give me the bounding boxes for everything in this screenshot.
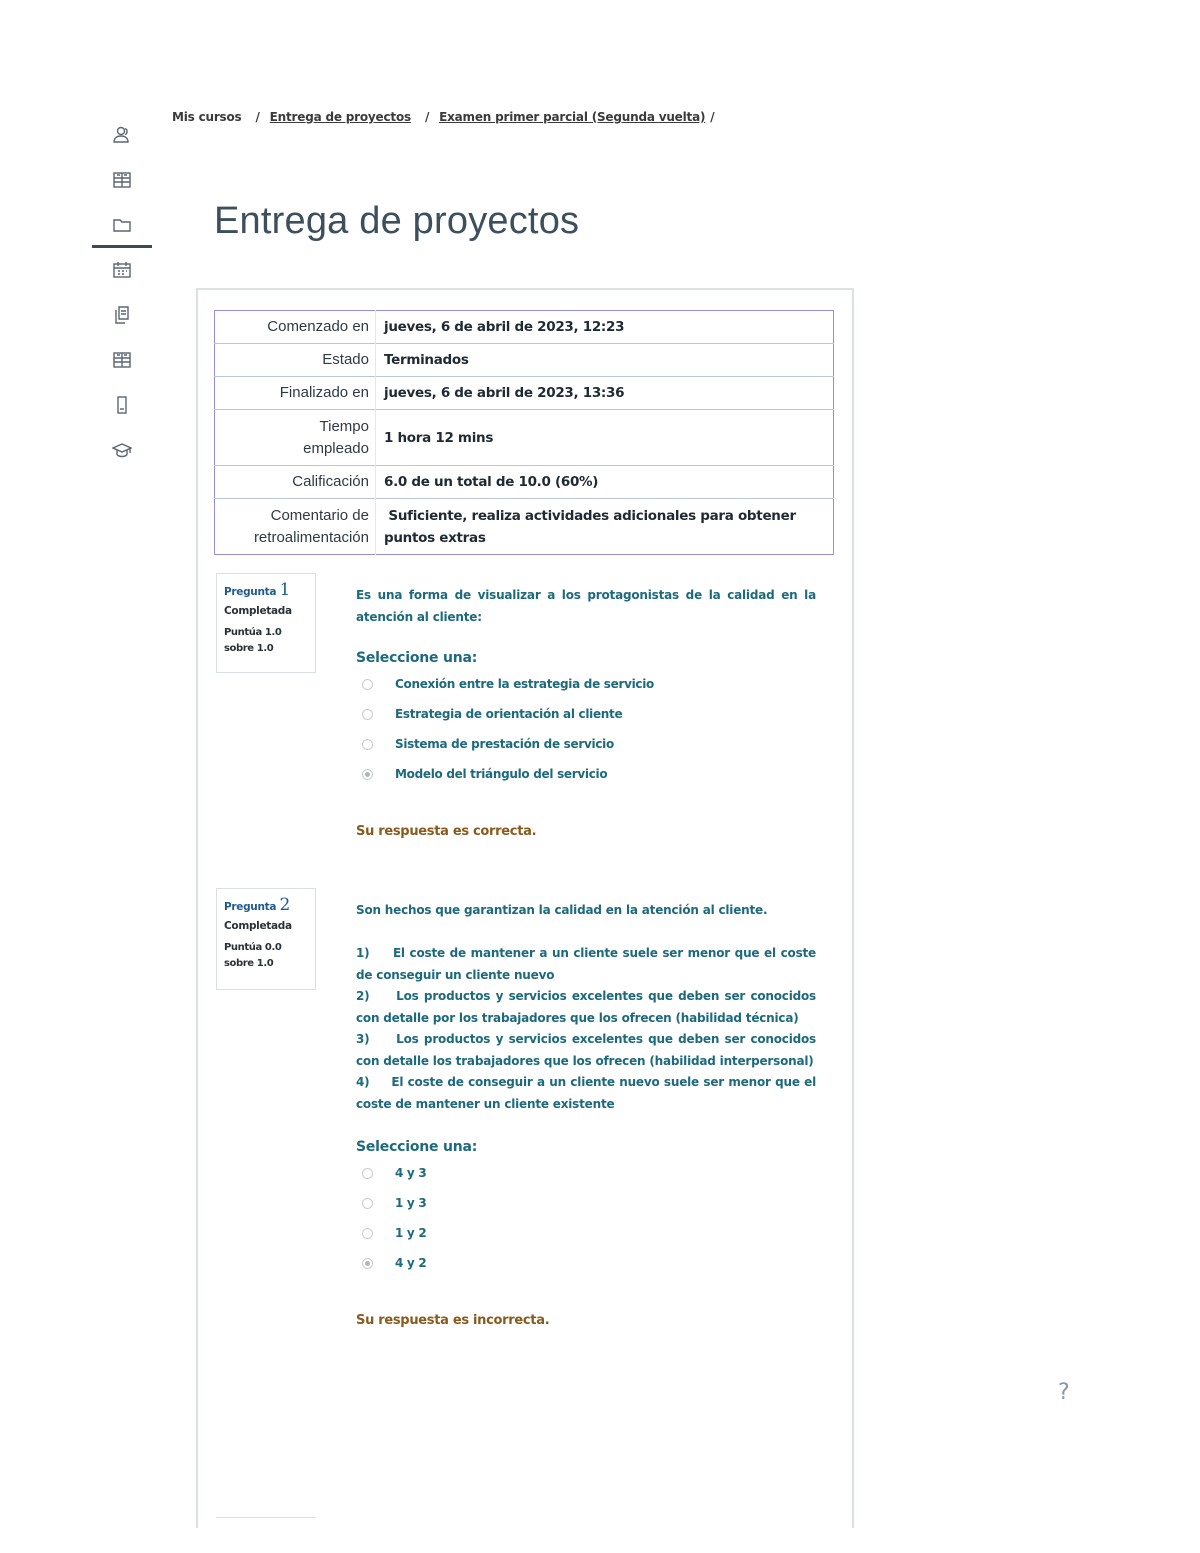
grade-value: 6.0 de un total de 10.0 (60%) xyxy=(376,466,834,499)
nav-course-content[interactable] xyxy=(92,202,152,247)
folder-icon xyxy=(112,215,132,235)
feedback-value-line2: puntos extras xyxy=(384,529,486,546)
question-2-feedback: Su respuesta es incorrecta. xyxy=(356,1313,550,1328)
nav-files[interactable] xyxy=(92,292,152,337)
statement-item: 2) Los productos y servicios excelentes que deben ser conocidos con detalle por los trabajadores que los ofrecen (habilidad técnica) xyxy=(356,989,824,1025)
breadcrumb-course[interactable]: Entrega de proyectos xyxy=(269,110,411,124)
summary-row-time xyxy=(215,410,834,466)
attempt-summary-table xyxy=(214,310,834,555)
feedback-label-line1: Comentario de xyxy=(270,506,369,524)
question-2-info xyxy=(216,888,316,990)
question-1-state: Completada xyxy=(224,605,292,617)
question-label: Pregunta xyxy=(224,586,277,598)
summary-row-finished xyxy=(215,377,834,410)
radio-button[interactable] xyxy=(362,1168,373,1179)
question-3-info-edge xyxy=(216,1517,316,1518)
question-number: 1 xyxy=(279,580,291,600)
nav-badges[interactable] xyxy=(92,157,152,202)
radio-button[interactable] xyxy=(362,739,373,750)
summary-row-started xyxy=(215,311,834,344)
radio-button[interactable] xyxy=(362,679,373,690)
time-label xyxy=(215,410,376,466)
question-number: 2 xyxy=(279,895,291,915)
statement-item: 1) El coste de mantener a un cliente suele ser menor que el coste de conseguir un cliente nuevo xyxy=(356,946,820,982)
question-2-state: Completada xyxy=(224,920,292,932)
breadcrumb-quiz[interactable]: Examen primer parcial (Segunda vuelta) xyxy=(439,110,706,124)
question-label: Pregunta xyxy=(224,901,277,913)
nav-grades[interactable] xyxy=(92,337,152,382)
started-value: jueves, 6 de abril de 2023, 12:23 xyxy=(384,319,625,335)
radio-button-selected[interactable] xyxy=(362,1258,373,1269)
question-2-option[interactable] xyxy=(362,1166,426,1180)
option-label: 1 y 3 xyxy=(395,1196,427,1210)
page-title: Entrega de proyectos xyxy=(214,200,580,242)
question-2-statements xyxy=(356,943,824,1115)
option-label: Estrategia de orientación al cliente xyxy=(395,707,623,721)
option-label: Conexión entre la estrategia de servicio xyxy=(395,677,654,691)
option-label: 4 y 3 xyxy=(395,1166,427,1180)
time-label-line2: empleado xyxy=(303,439,369,457)
summary-row-state xyxy=(215,344,834,377)
question-1-prompt: Seleccione una: xyxy=(356,650,478,666)
started-label: Comenzado en xyxy=(215,311,376,344)
time-value: 1 hora 12 mins xyxy=(376,410,834,466)
feedback-label xyxy=(215,499,376,555)
question-1-number xyxy=(224,580,309,600)
breadcrumb-separator: / xyxy=(255,110,260,124)
feedback-value xyxy=(376,499,834,555)
question-2-text: Son hechos que garantizan la calidad en la atención al cliente. xyxy=(356,903,768,917)
finished-value: jueves, 6 de abril de 2023, 13:36 xyxy=(376,377,834,410)
question-2-option[interactable] xyxy=(362,1256,426,1270)
graduation-cap-icon xyxy=(112,440,132,460)
finished-label: Finalizado en xyxy=(215,377,376,410)
summary-row-feedback xyxy=(215,499,834,555)
calendar-icon xyxy=(112,260,132,280)
breadcrumb xyxy=(172,110,714,124)
grade-line1: Puntúa 1.0 xyxy=(224,627,282,638)
radio-button[interactable] xyxy=(362,709,373,720)
grade-line2: sobre 1.0 xyxy=(224,643,274,654)
files-icon xyxy=(112,305,132,325)
question-2-grade xyxy=(224,940,309,972)
question-1-option[interactable] xyxy=(362,737,614,751)
grade-line2: sobre 1.0 xyxy=(224,958,274,969)
help-icon[interactable]: ? xyxy=(1058,1380,1070,1405)
state-label: Estado xyxy=(215,344,376,377)
nav-participants[interactable] xyxy=(92,112,152,157)
left-nav xyxy=(92,112,152,472)
nav-courses[interactable] xyxy=(92,427,152,472)
question-2-prompt: Seleccione una: xyxy=(356,1139,478,1155)
feedback-value-line1: Suficiente, realiza actividades adicionales para obtener xyxy=(384,507,796,524)
nav-bookmark[interactable] xyxy=(92,382,152,427)
breadcrumb-separator: / xyxy=(710,110,715,124)
statement-item: 4) El coste de conseguir a un cliente nuevo suele ser menor que el coste de mantener un cliente existente xyxy=(356,1075,820,1111)
question-1-option[interactable] xyxy=(362,677,654,691)
grade-label: Calificación xyxy=(215,466,376,499)
grade-line1: Puntúa 0.0 xyxy=(224,942,282,953)
grades-icon xyxy=(112,350,132,370)
question-2-option[interactable] xyxy=(362,1196,426,1210)
summary-row-grade xyxy=(215,466,834,499)
breadcrumb-separator: / xyxy=(424,110,430,124)
option-label: Sistema de prestación de servicio xyxy=(395,737,614,751)
state-value: Terminados xyxy=(376,344,834,377)
radio-button[interactable] xyxy=(362,1198,373,1209)
badges-icon xyxy=(112,170,132,190)
option-label: Modelo del triángulo del servicio xyxy=(395,767,608,781)
question-1-option[interactable] xyxy=(362,767,607,781)
breadcrumb-my-courses[interactable]: Mis cursos xyxy=(172,110,242,124)
question-1-text: Es una forma de visualizar a los protagonistas de la calidad en la atención al cliente: xyxy=(356,588,816,624)
question-1-info xyxy=(216,573,316,673)
participants-icon xyxy=(112,125,132,145)
nav-calendar[interactable] xyxy=(92,247,152,292)
feedback-label-line2: retroalimentación xyxy=(253,528,369,546)
radio-button-selected[interactable] xyxy=(362,769,373,780)
question-1-grade xyxy=(224,625,309,657)
option-label: 4 y 2 xyxy=(395,1256,427,1270)
option-label: 1 y 2 xyxy=(395,1226,427,1240)
question-2-option[interactable] xyxy=(362,1226,426,1240)
time-label-line1: Tiempo xyxy=(319,417,369,435)
question-1-feedback: Su respuesta es correcta. xyxy=(356,824,537,839)
bookmark-icon xyxy=(112,395,132,415)
radio-button[interactable] xyxy=(362,1228,373,1239)
question-1-option[interactable] xyxy=(362,707,622,721)
question-2-number xyxy=(224,895,309,915)
statement-item: 3) Los productos y servicios excelentes que deben ser conocidos con detalle los trabajadores que los ofrecen (habilidad interpersonal) xyxy=(356,1032,824,1068)
